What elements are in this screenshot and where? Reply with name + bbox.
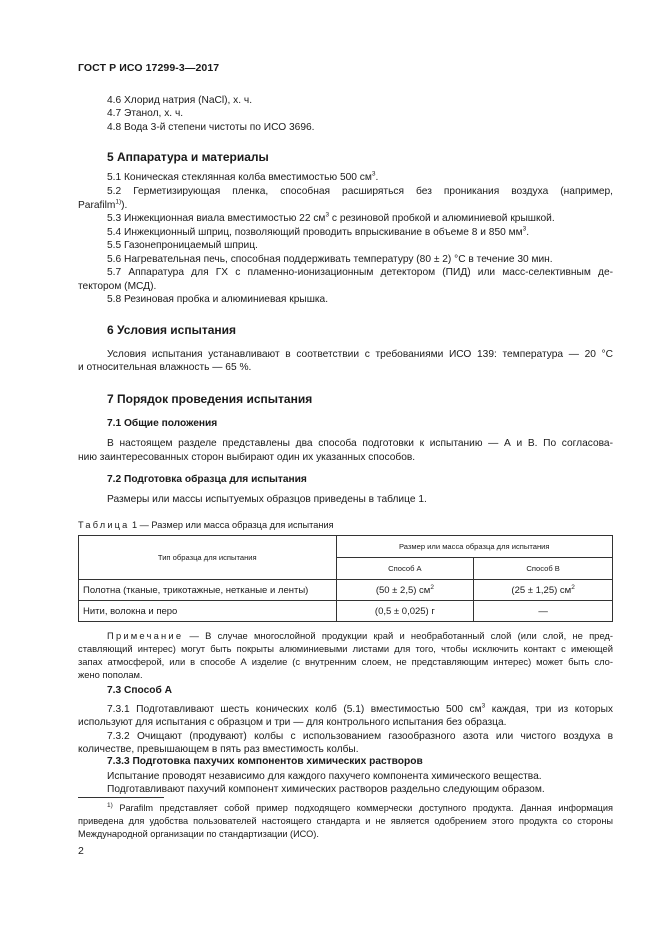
item-5-7-line1: 5.7 Аппаратура для ГХ с пламенно-ионизационным детектором (ПИД) или масс-селективным де- bbox=[107, 267, 613, 278]
table-1-caption bbox=[78, 520, 334, 530]
section-5-title: 5 Аппаратура и материалы bbox=[107, 150, 269, 164]
section-6-line2: и относительная влажность — 65 %. bbox=[78, 362, 252, 373]
cell-type: Нити, волокна и перо bbox=[79, 601, 337, 622]
col-header-method-b: Способ В bbox=[474, 558, 613, 580]
col-header-type: Тип образца для испытания bbox=[79, 536, 337, 580]
para-7-3-1-line2: используют для испытания с образцом и три — для контрольного испытания без образца. bbox=[78, 717, 507, 728]
cell-a-sup: 2 bbox=[430, 583, 434, 591]
table-caption-text: 1 — Размер или масса образца для испытания bbox=[129, 520, 334, 530]
item-5-5: 5.5 Газонепроницаемый шприц. bbox=[107, 240, 258, 251]
item-5-1 bbox=[107, 171, 378, 184]
para-7-3-3-line1: Испытание проводят независимо для каждого пахучего компонента химического вещества. bbox=[107, 771, 542, 782]
item-5-3-sup: 3 bbox=[325, 211, 330, 219]
para-7-3-1-text: 7.3.1 Подготавливают шесть конических колб (5.1) вместимостью 500 см bbox=[107, 704, 482, 715]
section-7-1-line1: В настоящем разделе представлены два способа подготовки к испытанию — А и В. По согласова- bbox=[107, 438, 613, 449]
footnote-line3: Международной организации по стандартизации (ИСО). bbox=[78, 829, 319, 839]
section-6-title: 6 Условия испытания bbox=[107, 323, 236, 337]
item-5-7-line2: тектором (МСД). bbox=[78, 281, 157, 292]
para-7-3-2-line1: 7.3.2 Очищают (продувают) колбы с использованием газообразного азота или чистого воздуха в bbox=[107, 731, 613, 742]
para-7-3-1-end: каждая, три из которых bbox=[485, 704, 614, 715]
table-row bbox=[79, 580, 613, 601]
cell-method-b bbox=[474, 580, 613, 601]
section-7-3-title: 7.3 Способ А bbox=[107, 685, 172, 696]
footnote-line2: приведена для удобства пользователей настоящего стандарта и не является одобрением этого продукта со стороны bbox=[78, 816, 613, 826]
table-row bbox=[79, 601, 613, 622]
item-5-4 bbox=[107, 226, 529, 239]
section-7-3-3-title: 7.3.3 Подготовка пахучих компонентов химических растворов bbox=[107, 756, 423, 767]
item-5-1-end: . bbox=[375, 172, 379, 183]
note-line3: запах атмосферой, или в способе А изделие (с внутренним слоем, не представляющим интерес) может быть сло- bbox=[78, 656, 613, 667]
item-5-3-end: с резиновой пробкой и алюминиевой крышкой. bbox=[329, 213, 555, 224]
item-5-3-text: 5.3 Инжекционная виала вместимостью 22 см bbox=[107, 213, 326, 224]
para-7-3-1-line1 bbox=[107, 703, 613, 716]
footnote-text: Parafilm представляет собой пример подходящего коммерчески доступного продукта. Данная информация bbox=[112, 803, 613, 813]
section-7-1-title: 7.1 Общие положения bbox=[107, 418, 218, 429]
para-7-3-1-sup: 3 bbox=[481, 702, 486, 710]
para-7-3-3-line2: Подготавливают пахучий компонент химических растворов раздельно следующим образом. bbox=[107, 784, 545, 795]
item-5-2-end: ). bbox=[121, 200, 128, 211]
note-text: — В случае многослойной продукции край и необработанный слой (или слой, не пред- bbox=[183, 630, 613, 641]
section-7-1-line2: нию заинтересованных сторон выбирают один их указанных способов. bbox=[78, 452, 416, 463]
section-7-title: 7 Порядок проведения испытания bbox=[107, 392, 313, 406]
cell-method-a bbox=[336, 601, 474, 622]
col-header-method-a: Способ А bbox=[336, 558, 474, 580]
footnote-separator bbox=[78, 797, 164, 798]
note-label: Примечание bbox=[107, 630, 184, 641]
item-5-3 bbox=[107, 212, 555, 225]
reagent-4-8: 4.8 Вода 3-й степени чистоты по ИСО 3696. bbox=[107, 122, 315, 133]
section-7-2-title: 7.2 Подготовка образца для испытания bbox=[107, 474, 307, 485]
table-caption-label: Таблица bbox=[78, 520, 130, 530]
note-line4: жено пополам. bbox=[78, 669, 143, 680]
page-number: 2 bbox=[78, 845, 84, 857]
note-line1 bbox=[107, 629, 613, 642]
footnote-ref-1: 1) bbox=[115, 198, 122, 206]
cell-a-value: (0,5 ± 0,025) г bbox=[374, 605, 435, 617]
cell-method-a bbox=[336, 580, 474, 601]
item-5-1-sup: 3 bbox=[371, 170, 376, 178]
item-5-8: 5.8 Резиновая пробка и алюминиевая крышка. bbox=[107, 294, 329, 305]
note-line2: ставляющий интерес) могут быть покрыты алюминиевыми листами для того, чтобы исключить контакт с имеющей bbox=[78, 643, 613, 654]
item-5-4-text: 5.4 Инжекционный шприц, позволяющий проводить впрыскивание в объеме 8 и 850 мм bbox=[107, 227, 523, 238]
cell-b-value: — bbox=[538, 605, 548, 617]
item-5-1-text: 5.1 Коническая стеклянная колба вместимостью 500 см bbox=[107, 172, 372, 183]
cell-type: Полотна (тканые, трикотажные, нетканые и ленты) bbox=[79, 580, 337, 601]
reagent-4-7: 4.7 Этанол, х. ч. bbox=[107, 108, 184, 119]
section-7-2-text: Размеры или массы испытуемых образцов приведены в таблице 1. bbox=[107, 494, 427, 505]
running-header: ГОСТ Р ИСО 17299-3—2017 bbox=[78, 62, 220, 74]
para-7-3-2-line2: количестве, превышающем в пять раз вместимость колбы. bbox=[78, 744, 359, 755]
table-1 bbox=[78, 535, 613, 622]
cell-a-value: (50 ± 2,5) см bbox=[375, 584, 431, 596]
cell-b-value: (25 ± 1,25) см bbox=[511, 584, 572, 596]
item-5-2-line2 bbox=[78, 199, 127, 212]
item-5-4-sup: 3 bbox=[522, 225, 527, 233]
item-5-6: 5.6 Нагревательная печь, способная поддерживать температуру (80 ± 2) °С в течение 30 мин. bbox=[107, 254, 553, 265]
section-6-line1: Условия испытания устанавливают в соответствии с требованиями ИСО 139: температура — 20 °С bbox=[107, 349, 613, 360]
item-5-2-line1: 5.2 Герметизирующая пленка, способная расширяться без проникания воздуха (например, bbox=[107, 186, 613, 197]
footnote-marker: 1) bbox=[107, 801, 113, 809]
reagent-4-6: 4.6 Хлорид натрия (NaCl), х. ч. bbox=[107, 95, 253, 106]
col-header-size: Размер или масса образца для испытания bbox=[336, 536, 612, 558]
item-5-4-end: . bbox=[526, 227, 530, 238]
item-5-2-text: Parafilm bbox=[78, 200, 116, 211]
footnote-line1 bbox=[107, 802, 613, 815]
cell-b-sup: 2 bbox=[571, 583, 575, 591]
cell-method-b bbox=[474, 601, 613, 622]
